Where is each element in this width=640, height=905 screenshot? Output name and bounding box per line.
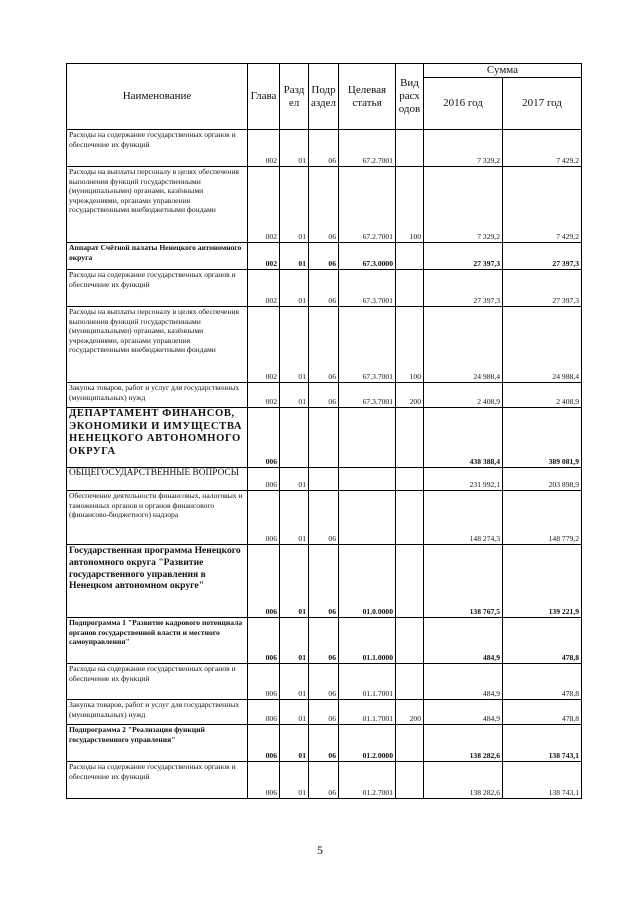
row-razdel — [280, 408, 309, 468]
row-name: Государственная программа Ненецкого автономного округа "Развитие государственного управления в Ненецком автономном округе" — [67, 545, 248, 618]
row-glava: 006 — [248, 700, 280, 725]
row-razdel: 01 — [280, 243, 309, 270]
row-tselevaya — [339, 408, 396, 468]
row-vid — [396, 130, 424, 167]
row-podrazdel: 06 — [309, 762, 339, 799]
row-sum-2016: 27 397,3 — [424, 243, 503, 270]
row-razdel: 01 — [280, 762, 309, 799]
row-glava: 006 — [248, 468, 280, 491]
table-row — [67, 167, 582, 243]
row-vid: 100 — [396, 167, 424, 243]
row-tselevaya: 01.1.7001 — [339, 700, 396, 725]
table-row — [67, 725, 582, 762]
row-tselevaya: 01.2.7001 — [339, 762, 396, 799]
row-tselevaya: 67.2.7001 — [339, 167, 396, 243]
row-tselevaya: 67.3.7001 — [339, 270, 396, 307]
table-row — [67, 243, 582, 270]
row-razdel: 01 — [280, 664, 309, 700]
row-vid — [396, 725, 424, 762]
row-sum-2017: 27 397,3 — [503, 243, 582, 270]
row-razdel: 01 — [280, 167, 309, 243]
row-glava: 002 — [248, 307, 280, 383]
table-row — [67, 664, 582, 700]
row-sum-2017: 139 221,9 — [503, 545, 582, 618]
col-header-razdel: Разд ел — [280, 64, 309, 130]
col-header-2016: 2016 год — [424, 78, 503, 130]
row-sum-2017: 478,8 — [503, 618, 582, 664]
table-row — [67, 618, 582, 664]
row-tselevaya: 01.2.0000 — [339, 725, 396, 762]
row-sum-2017: 27 397,3 — [503, 270, 582, 307]
row-vid: 200 — [396, 383, 424, 408]
row-sum-2016: 438 388,4 — [424, 408, 503, 468]
row-razdel: 01 — [280, 130, 309, 167]
row-podrazdel — [309, 408, 339, 468]
row-glava: 006 — [248, 725, 280, 762]
row-vid — [396, 664, 424, 700]
row-vid — [396, 408, 424, 468]
table-row — [67, 545, 582, 618]
row-name: Расходы на содержание государственных органов и обеспечение их функций — [67, 664, 248, 700]
col-header-tselevaya: Целевая статья — [339, 64, 396, 130]
row-name: Закупка товаров, работ и услуг для государственных (муниципальных) нужд — [67, 700, 248, 725]
col-header-2017: 2017 год — [503, 78, 582, 130]
row-sum-2016: 2 408,9 — [424, 383, 503, 408]
row-podrazdel: 06 — [309, 700, 339, 725]
row-name: Подпрограмма 1 "Развитие кадрового потенциала органов государственной власти и местного самоуправления" — [67, 618, 248, 664]
row-name: Закупка товаров, работ и услуг для государственных (муниципальных) нужд — [67, 383, 248, 408]
row-podrazdel: 06 — [309, 270, 339, 307]
row-sum-2016: 484,9 — [424, 700, 503, 725]
row-sum-2016: 7 329,2 — [424, 130, 503, 167]
row-name: Расходы на выплаты персоналу в целях обеспечения выполнения функций государственными (муниципальными) органами, казёнными учреждениями, органами управления государственными внебюджетными фондами — [67, 307, 248, 383]
row-razdel: 01 — [280, 383, 309, 408]
col-header-name: Наименование — [67, 64, 248, 130]
row-glava: 002 — [248, 130, 280, 167]
row-vid — [396, 243, 424, 270]
row-sum-2016: 484,9 — [424, 618, 503, 664]
row-razdel: 01 — [280, 270, 309, 307]
row-sum-2016: 138 282,6 — [424, 725, 503, 762]
row-tselevaya: 67.3.7001 — [339, 383, 396, 408]
row-podrazdel: 06 — [309, 130, 339, 167]
row-tselevaya: 67.2.7001 — [339, 130, 396, 167]
row-sum-2017: 389 081,9 — [503, 408, 582, 468]
row-sum-2016: 484,9 — [424, 664, 503, 700]
row-tselevaya — [339, 491, 396, 545]
col-header-summa: Сумма — [424, 64, 582, 78]
row-name: Расходы на содержание государственных органов и обеспечение их функций — [67, 762, 248, 799]
row-podrazdel: 06 — [309, 725, 339, 762]
col-header-podrazdel: Подр аздел — [309, 64, 339, 130]
row-sum-2017: 2 408,9 — [503, 383, 582, 408]
table-row — [67, 383, 582, 408]
row-sum-2017: 7 429,2 — [503, 130, 582, 167]
row-podrazdel: 06 — [309, 545, 339, 618]
row-glava: 002 — [248, 167, 280, 243]
row-vid — [396, 762, 424, 799]
row-razdel: 01 — [280, 618, 309, 664]
row-name: Обеспечение деятельности финансовых, налоговых и таможенных органов и органов финансового (финансово-бюджетного) надзора — [67, 491, 248, 545]
row-sum-2017: 478,8 — [503, 664, 582, 700]
row-name: Расходы на содержание государственных органов и обеспечение их функций — [67, 130, 248, 167]
row-sum-2017: 203 898,9 — [503, 468, 582, 491]
row-podrazdel: 06 — [309, 243, 339, 270]
row-podrazdel: 06 — [309, 167, 339, 243]
row-glava: 006 — [248, 545, 280, 618]
row-name: ОБЩЕГОСУДАРСТВЕННЫЕ ВОПРОСЫ — [67, 468, 248, 491]
col-header-glava: Глава — [248, 64, 280, 130]
row-glava: 006 — [248, 664, 280, 700]
row-podrazdel: 06 — [309, 383, 339, 408]
row-name: Подпрограмма 2 "Реализация функций государственного управления" — [67, 725, 248, 762]
row-vid — [396, 618, 424, 664]
table-row — [67, 468, 582, 491]
row-sum-2017: 7 429,2 — [503, 167, 582, 243]
row-podrazdel: 06 — [309, 664, 339, 700]
row-razdel: 01 — [280, 468, 309, 491]
row-sum-2016: 7 329,2 — [424, 167, 503, 243]
row-sum-2016: 148 274,3 — [424, 491, 503, 545]
row-sum-2016: 27 397,3 — [424, 270, 503, 307]
row-glava: 006 — [248, 762, 280, 799]
table-row — [67, 130, 582, 167]
row-tselevaya: 01.0.0000 — [339, 545, 396, 618]
table-row — [67, 700, 582, 725]
row-podrazdel — [309, 468, 339, 491]
row-tselevaya: 01.1.7001 — [339, 664, 396, 700]
col-header-vid: Вид расх одов — [396, 64, 424, 130]
row-vid: 100 — [396, 307, 424, 383]
table-row — [67, 408, 582, 468]
table-row — [67, 270, 582, 307]
row-razdel: 01 — [280, 491, 309, 545]
row-tselevaya: 67.3.0000 — [339, 243, 396, 270]
row-tselevaya — [339, 468, 396, 491]
row-vid — [396, 468, 424, 491]
row-razdel: 01 — [280, 700, 309, 725]
row-glava: 006 — [248, 618, 280, 664]
row-sum-2017: 148 779,2 — [503, 491, 582, 545]
row-glava: 006 — [248, 408, 280, 468]
row-sum-2016: 138 282,6 — [424, 762, 503, 799]
row-name: Аппарат Счётной палаты Ненецкого автономного округа — [67, 243, 248, 270]
table-row — [67, 307, 582, 383]
row-sum-2017: 478,8 — [503, 700, 582, 725]
table-row — [67, 762, 582, 799]
row-tselevaya: 01.1.0000 — [339, 618, 396, 664]
table-row — [67, 491, 582, 545]
row-sum-2016: 231 992,1 — [424, 468, 503, 491]
row-vid — [396, 545, 424, 618]
row-podrazdel: 06 — [309, 618, 339, 664]
row-podrazdel: 06 — [309, 307, 339, 383]
row-glava: 002 — [248, 383, 280, 408]
row-glava: 006 — [248, 491, 280, 545]
row-sum-2017: 24 988,4 — [503, 307, 582, 383]
row-podrazdel: 06 — [309, 491, 339, 545]
row-vid — [396, 270, 424, 307]
row-name: Расходы на содержание государственных органов и обеспечение их функций — [67, 270, 248, 307]
row-name: ДЕПАРТАМЕНТ ФИНАНСОВ, ЭКОНОМИКИ И ИМУЩЕСТВА НЕНЕЦКОГО АВТОНОМНОГО ОКРУГА — [67, 408, 248, 468]
row-vid — [396, 491, 424, 545]
row-razdel: 01 — [280, 545, 309, 618]
page-number: 5 — [317, 843, 323, 857]
row-sum-2017: 138 743,1 — [503, 725, 582, 762]
budget-table — [66, 63, 582, 799]
row-razdel: 01 — [280, 725, 309, 762]
row-sum-2016: 24 988,4 — [424, 307, 503, 383]
row-vid: 200 — [396, 700, 424, 725]
row-sum-2017: 138 743,1 — [503, 762, 582, 799]
row-tselevaya: 67.3.7001 — [339, 307, 396, 383]
row-glava: 002 — [248, 270, 280, 307]
row-sum-2016: 138 767,5 — [424, 545, 503, 618]
row-name: Расходы на выплаты персоналу в целях обеспечения выполнения функций государственными (муниципальными) органами, казёнными учреждениями, органами управления государственными внебюджетными фондами — [67, 167, 248, 243]
row-glava: 002 — [248, 243, 280, 270]
row-razdel: 01 — [280, 307, 309, 383]
